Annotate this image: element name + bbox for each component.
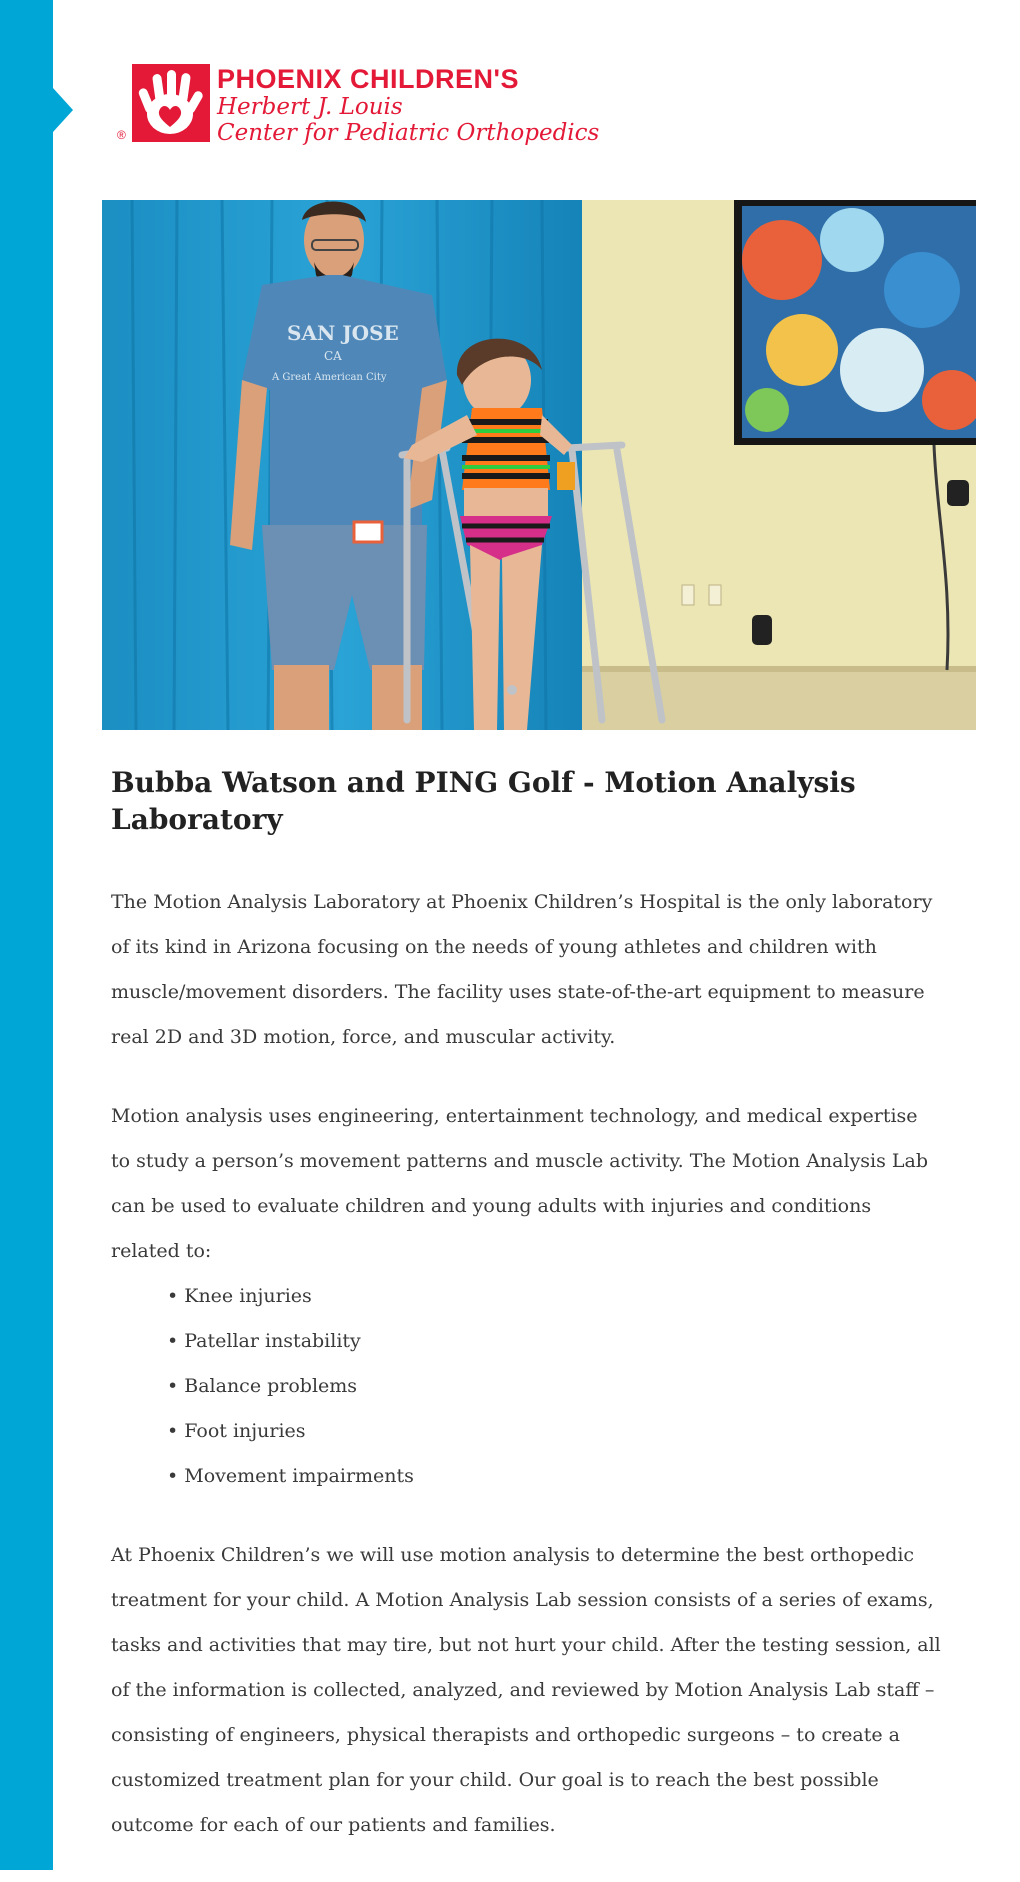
list-item: • Foot injuries bbox=[167, 1409, 941, 1454]
motion-analysis-paragraph: Motion analysis uses engineering, entertainment technology, and medical expertise to study a person’s movement patterns and muscle activity. The Motion Analysis Lab can be used to evaluate children and young adults with injuries and conditions related to: bbox=[111, 1105, 929, 1262]
treatment-paragraph: At Phoenix Children’s we will use motion analysis to determine the best orthopedic treatment for your child. A Motion Analysis Lab session consists of a series of exams, tasks and activities that may tire, but not hurt your child. After the testing session, all of the information is collected, analyzed, and reviewed by Motion Analysis Lab staff – consisting of engineers, physical therapists and orthopedic surgeons – to create a customized treatment plan for your child. Our goal is to reach the best possible outcome for each of our patients and families. bbox=[111, 1544, 941, 1836]
shirt-text-1: SAN JOSE bbox=[287, 321, 399, 345]
side-accent-bar bbox=[0, 0, 53, 1870]
list-item: • Patellar instability bbox=[167, 1319, 941, 1364]
side-accent-notch bbox=[53, 88, 73, 132]
article-body bbox=[111, 880, 941, 1882]
page-title: Bubba Watson and PING Golf - Motion Analysis Laboratory bbox=[111, 766, 856, 836]
phoenix-childrens-logo bbox=[117, 64, 600, 148]
hand-heart-icon bbox=[132, 64, 210, 142]
registered-mark: ® bbox=[117, 128, 126, 142]
logo-subtitle-line-2: Center for Pediatric Orthopedics bbox=[217, 120, 600, 146]
logo-name: PHOENIX CHILDREN'S bbox=[217, 64, 519, 94]
shirt-text-2: CA bbox=[324, 349, 342, 363]
intro-paragraph: The Motion Analysis Laboratory at Phoenix Children’s Hospital is the only laboratory of its kind in Arizona focusing on the needs of young athletes and children with muscle/movement disorders. The facility uses state-of-the-art equipment to measure real 2D and 3D motion, force, and muscular activity. bbox=[111, 891, 933, 1048]
list-item: • Movement impairments bbox=[167, 1454, 941, 1499]
list-item: • Balance problems bbox=[167, 1364, 941, 1409]
hero-photo bbox=[102, 200, 976, 730]
conditions-list bbox=[167, 1274, 941, 1499]
shirt-text-3: A Great American City bbox=[272, 372, 387, 383]
logo-subtitle-line-1: Herbert J. Louis bbox=[217, 94, 403, 120]
list-item: • Knee injuries bbox=[167, 1274, 941, 1319]
